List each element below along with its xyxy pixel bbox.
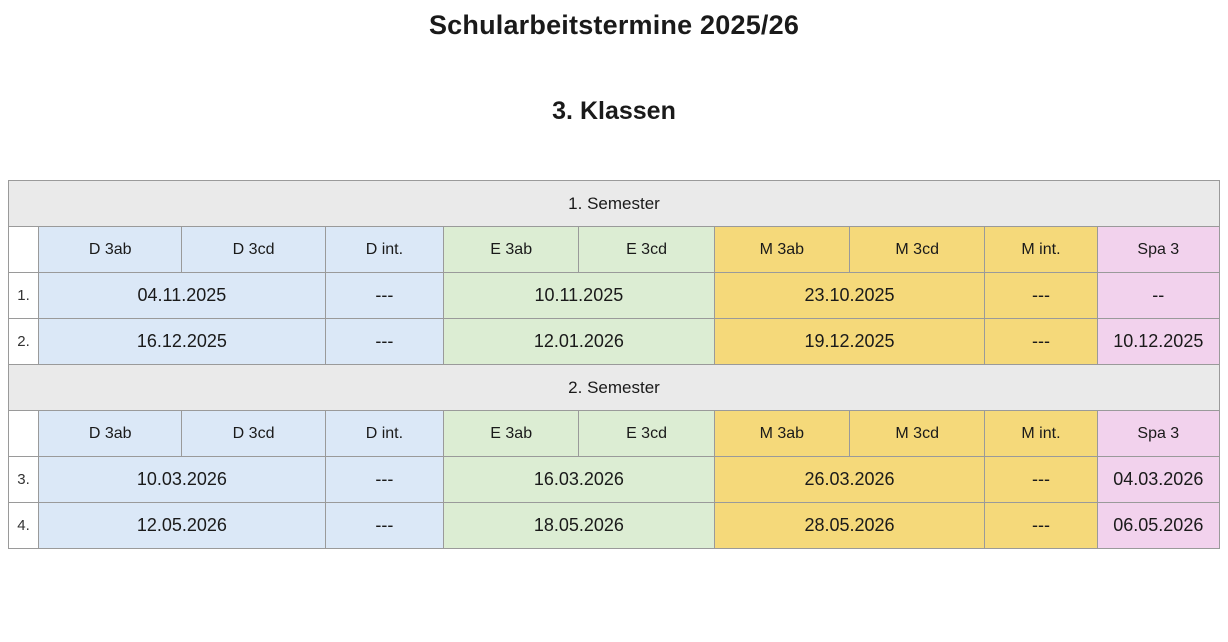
schedule-table (8, 180, 1220, 549)
page-subtitle: 3. Klassen (552, 97, 676, 125)
column-header-d-3cd: D 3cd (182, 227, 325, 273)
column-header-m-3cd: M 3cd (850, 227, 985, 273)
cell-deutsch-int: --- (325, 503, 443, 549)
semester-heading: 2. Semester (9, 365, 1220, 411)
semester-heading: 1. Semester (9, 181, 1220, 227)
column-header-d-int: D int. (325, 227, 443, 273)
column-header-e-3cd: E 3cd (579, 227, 714, 273)
cell-englisch-3ab-3cd: 12.01.2026 (444, 319, 715, 365)
cell-mathematik-3ab-3cd: 28.05.2026 (714, 503, 985, 549)
column-header-e-3cd: E 3cd (579, 411, 714, 457)
cell-spanisch-3: -- (1097, 273, 1219, 319)
cell-deutsch-int: --- (325, 457, 443, 503)
cell-spanisch-3: 06.05.2026 (1097, 503, 1219, 549)
table-row (9, 273, 1220, 319)
cell-mathematik-3ab-3cd: 23.10.2025 (714, 273, 985, 319)
column-header-m-3ab: M 3ab (714, 227, 849, 273)
cell-deutsch-3ab-3cd: 16.12.2025 (39, 319, 326, 365)
row-number: 1. (9, 273, 39, 319)
column-header-row (9, 411, 1220, 457)
column-header-m-3cd: M 3cd (850, 411, 985, 457)
document-page (0, 10, 1228, 642)
cell-mathematik-int: --- (985, 457, 1097, 503)
table-row (9, 319, 1220, 365)
cell-deutsch-3ab-3cd: 04.11.2025 (39, 273, 326, 319)
cell-mathematik-int: --- (985, 503, 1097, 549)
cell-englisch-3ab-3cd: 16.03.2026 (444, 457, 715, 503)
column-header-spa-3: Spa 3 (1097, 227, 1219, 273)
cell-deutsch-int: --- (325, 319, 443, 365)
column-header-m-int: M int. (985, 411, 1097, 457)
cell-spanisch-3: 10.12.2025 (1097, 319, 1219, 365)
column-header-spa-3: Spa 3 (1097, 411, 1219, 457)
cell-spanisch-3: 04.03.2026 (1097, 457, 1219, 503)
cell-mathematik-3ab-3cd: 26.03.2026 (714, 457, 985, 503)
column-header-m-3ab: M 3ab (714, 411, 849, 457)
cell-englisch-3ab-3cd: 18.05.2026 (444, 503, 715, 549)
semester-heading-row (9, 181, 1220, 227)
column-header-m-int: M int. (985, 227, 1097, 273)
column-header-e-3ab: E 3ab (444, 411, 579, 457)
column-header-e-3ab: E 3ab (444, 227, 579, 273)
row-number-header (9, 411, 39, 457)
cell-deutsch-int: --- (325, 273, 443, 319)
column-header-d-3ab: D 3ab (39, 227, 182, 273)
column-header-d-3ab: D 3ab (39, 411, 182, 457)
row-number: 4. (9, 503, 39, 549)
cell-mathematik-int: --- (985, 319, 1097, 365)
row-number: 2. (9, 319, 39, 365)
semester-heading-row (9, 365, 1220, 411)
row-number-header (9, 227, 39, 273)
schedule-table-wrapper (0, 180, 1228, 549)
page-title: Schularbeitstermine 2025/26 (428, 10, 800, 40)
cell-mathematik-3ab-3cd: 19.12.2025 (714, 319, 985, 365)
cell-mathematik-int: --- (985, 273, 1097, 319)
row-number: 3. (9, 457, 39, 503)
cell-deutsch-3ab-3cd: 10.03.2026 (39, 457, 326, 503)
table-row (9, 457, 1220, 503)
table-row (9, 503, 1220, 549)
column-header-d-3cd: D 3cd (182, 411, 325, 457)
cell-englisch-3ab-3cd: 10.11.2025 (444, 273, 715, 319)
cell-deutsch-3ab-3cd: 12.05.2026 (39, 503, 326, 549)
column-header-d-int: D int. (325, 411, 443, 457)
column-header-row (9, 227, 1220, 273)
